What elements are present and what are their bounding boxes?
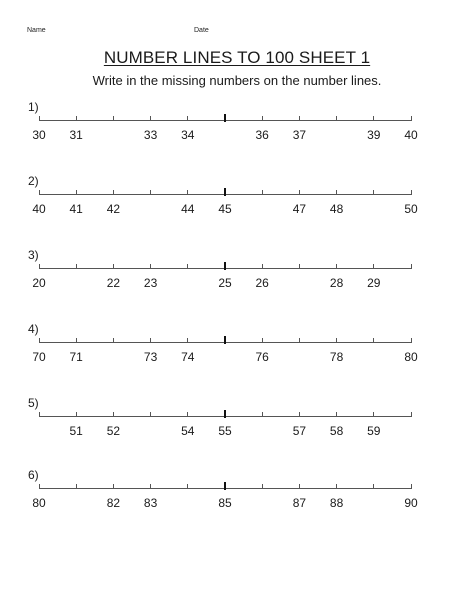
number-line-tick bbox=[76, 116, 77, 121]
number-line-tick bbox=[113, 264, 114, 269]
number-line-tick bbox=[411, 116, 412, 121]
number-line-tick bbox=[76, 190, 77, 195]
tick-value: 22 bbox=[106, 276, 121, 290]
tick-value: 50 bbox=[404, 202, 418, 216]
number-line-tick bbox=[113, 412, 114, 417]
problem-number: 4) bbox=[28, 322, 39, 336]
number-line-tick bbox=[187, 484, 188, 489]
tick-value: 83 bbox=[143, 496, 158, 510]
number-line-tick bbox=[39, 190, 40, 195]
number-line-tick bbox=[299, 484, 300, 489]
tick-value: 25 bbox=[218, 276, 232, 290]
number-line-tick bbox=[150, 264, 151, 269]
number-line-tick bbox=[113, 338, 114, 343]
tick-value: 70 bbox=[32, 350, 46, 364]
number-line-tick bbox=[336, 264, 337, 269]
tick-value: 40 bbox=[404, 128, 418, 142]
number-line-tick bbox=[262, 338, 263, 343]
number-line-tick bbox=[224, 114, 226, 122]
number-line-tick bbox=[76, 264, 77, 269]
number-line-tick bbox=[187, 412, 188, 417]
tick-value: 54 bbox=[181, 424, 195, 438]
number-line-problem bbox=[0, 322, 474, 372]
tick-value: 20 bbox=[32, 276, 46, 290]
tick-value: 80 bbox=[404, 350, 418, 364]
problem-number: 2) bbox=[28, 174, 39, 188]
number-line-tick bbox=[299, 264, 300, 269]
number-line bbox=[32, 488, 418, 510]
tick-value: 36 bbox=[255, 128, 269, 142]
number-line-tick bbox=[150, 116, 151, 121]
number-line-tick bbox=[224, 336, 226, 344]
number-line bbox=[32, 268, 411, 290]
number-line-tick bbox=[411, 412, 412, 417]
number-line-problem bbox=[0, 396, 474, 446]
tick-value: 90 bbox=[404, 496, 418, 510]
number-line-tick bbox=[39, 338, 40, 343]
number-line-tick bbox=[262, 116, 263, 121]
number-line-problem bbox=[0, 100, 474, 150]
number-line-tick bbox=[336, 116, 337, 121]
tick-value: 52 bbox=[106, 424, 121, 438]
number-line-tick bbox=[76, 484, 77, 489]
tick-value: 51 bbox=[69, 424, 83, 438]
number-line-tick bbox=[373, 412, 374, 417]
tick-value: 85 bbox=[218, 496, 232, 510]
problem-number: 1) bbox=[28, 100, 39, 114]
number-line-problem bbox=[0, 174, 474, 224]
name-label: Name bbox=[27, 27, 46, 34]
tick-value: 29 bbox=[367, 276, 381, 290]
tick-value: 74 bbox=[181, 350, 195, 364]
number-line-tick bbox=[150, 412, 151, 417]
number-line-tick bbox=[224, 410, 226, 418]
number-line-tick bbox=[76, 412, 77, 417]
number-line-tick bbox=[373, 484, 374, 489]
tick-value: 78 bbox=[329, 350, 344, 364]
tick-value: 88 bbox=[329, 496, 344, 510]
number-line-tick bbox=[224, 482, 226, 490]
number-line-tick bbox=[150, 338, 151, 343]
number-line-tick bbox=[39, 412, 40, 417]
number-line-tick bbox=[411, 484, 412, 489]
tick-value: 57 bbox=[292, 424, 307, 438]
tick-value: 23 bbox=[143, 276, 158, 290]
number-line-tick bbox=[187, 338, 188, 343]
number-line-tick bbox=[262, 412, 263, 417]
number-line-tick bbox=[373, 116, 374, 121]
number-line-tick bbox=[113, 190, 114, 195]
tick-value: 47 bbox=[292, 202, 307, 216]
number-line-tick bbox=[224, 188, 226, 196]
number-line-tick bbox=[187, 116, 188, 121]
number-line bbox=[39, 416, 411, 438]
number-line-tick bbox=[262, 484, 263, 489]
tick-value: 30 bbox=[32, 128, 46, 142]
number-line-tick bbox=[373, 264, 374, 269]
number-line-tick bbox=[411, 338, 412, 343]
number-line-tick bbox=[262, 264, 263, 269]
number-line-tick bbox=[150, 484, 151, 489]
problem-number: 6) bbox=[28, 468, 39, 482]
number-line-tick bbox=[113, 484, 114, 489]
number-line bbox=[32, 120, 418, 142]
tick-value: 28 bbox=[329, 276, 344, 290]
tick-value: 41 bbox=[69, 202, 83, 216]
number-line-tick bbox=[336, 484, 337, 489]
number-line bbox=[32, 194, 418, 216]
number-line-tick bbox=[113, 116, 114, 121]
number-line-tick bbox=[39, 116, 40, 121]
problem-number: 3) bbox=[28, 248, 39, 262]
tick-value: 73 bbox=[143, 350, 158, 364]
tick-value: 33 bbox=[143, 128, 158, 142]
tick-value: 42 bbox=[106, 202, 121, 216]
tick-value: 87 bbox=[292, 496, 307, 510]
number-line-tick bbox=[262, 190, 263, 195]
problem-number: 5) bbox=[28, 396, 39, 410]
number-line bbox=[32, 342, 418, 364]
tick-value: 37 bbox=[292, 128, 307, 142]
instructions: Write in the missing numbers on the number lines. bbox=[92, 73, 382, 88]
number-line-tick bbox=[187, 264, 188, 269]
tick-value: 34 bbox=[181, 128, 195, 142]
tick-value: 80 bbox=[32, 496, 46, 510]
number-line-tick bbox=[187, 190, 188, 195]
number-line-tick bbox=[336, 412, 337, 417]
tick-value: 44 bbox=[181, 202, 195, 216]
tick-value: 31 bbox=[69, 128, 83, 142]
number-line-tick bbox=[224, 262, 226, 270]
number-line-tick bbox=[299, 190, 300, 195]
tick-value: 58 bbox=[329, 424, 344, 438]
tick-value: 71 bbox=[69, 350, 83, 364]
date-label: Date bbox=[194, 27, 209, 34]
number-line-tick bbox=[336, 338, 337, 343]
number-line-tick bbox=[411, 190, 412, 195]
number-line-problem bbox=[0, 468, 474, 518]
tick-value: 55 bbox=[218, 424, 232, 438]
number-line-tick bbox=[150, 190, 151, 195]
tick-value: 45 bbox=[218, 202, 232, 216]
number-line-tick bbox=[411, 264, 412, 269]
tick-value: 40 bbox=[32, 202, 46, 216]
number-line-tick bbox=[39, 264, 40, 269]
tick-value: 59 bbox=[367, 424, 381, 438]
tick-value: 48 bbox=[329, 202, 344, 216]
number-line-tick bbox=[299, 412, 300, 417]
number-line-tick bbox=[39, 484, 40, 489]
number-line-problem bbox=[0, 248, 474, 298]
number-line-tick bbox=[76, 338, 77, 343]
number-line-tick bbox=[299, 338, 300, 343]
tick-value: 76 bbox=[255, 350, 269, 364]
tick-value: 26 bbox=[255, 276, 269, 290]
number-line-tick bbox=[373, 190, 374, 195]
tick-value: 82 bbox=[106, 496, 121, 510]
number-line-tick bbox=[299, 116, 300, 121]
tick-value: 39 bbox=[367, 128, 381, 142]
number-line-tick bbox=[336, 190, 337, 195]
worksheet-title: NUMBER LINES TO 100 SHEET 1 bbox=[103, 48, 371, 67]
number-line-tick bbox=[373, 338, 374, 343]
